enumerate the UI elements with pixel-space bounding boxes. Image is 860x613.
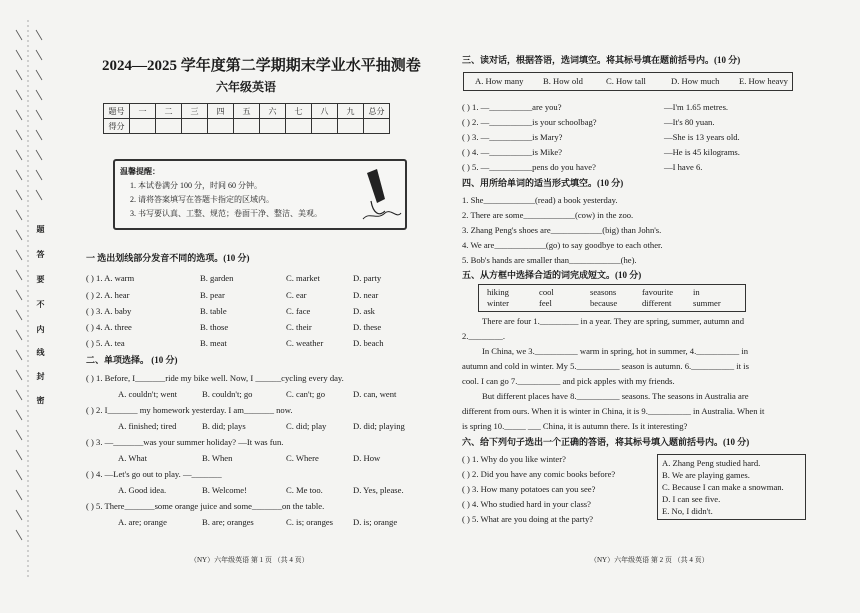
tips-item: 1. 本试卷满分 100 分，时间 60 分钟。 bbox=[130, 181, 262, 190]
s1-q3-a: ( ) 3. A. baby bbox=[86, 306, 132, 316]
word-bank-word: different bbox=[642, 298, 672, 308]
s3-a2: —It's 80 yuan. bbox=[664, 117, 715, 127]
passage-line: different from ours. When it is winter in China, it is 9.__________ in Australia. When it bbox=[462, 406, 765, 416]
s2-q3-c: C. Where bbox=[286, 453, 319, 463]
s4-item: 4. We are____________(go) to say goodbye to each other. bbox=[462, 240, 663, 250]
s3-q5: ( ) 5. —__________pens do you have? bbox=[462, 162, 596, 172]
s6-answer: E. No, I didn't. bbox=[662, 506, 713, 516]
word-bank-word: summer bbox=[693, 298, 721, 308]
s6-item: ( ) 3. How many potatoes can you see? bbox=[462, 484, 596, 494]
s2-q5-b: B. are; oranges bbox=[202, 517, 254, 527]
margin-char-4: 不 bbox=[36, 300, 45, 308]
s6-item: ( ) 5. What are you doing at the party? bbox=[462, 514, 594, 524]
s6-item: ( ) 2. Did you have any comic books before? bbox=[462, 469, 616, 479]
passage-line: 2.________. bbox=[462, 331, 505, 341]
s2-q1-b: B. couldn't; go bbox=[202, 389, 253, 399]
s1-q4-c: C. their bbox=[286, 322, 312, 332]
margin-char-5: 内 bbox=[36, 325, 45, 333]
score-header-cell: 题号 bbox=[104, 104, 130, 119]
score-cell[interactable] bbox=[338, 119, 364, 134]
score-header-cell: 三 bbox=[182, 104, 208, 119]
s1-q2-d: D. near bbox=[353, 290, 379, 300]
score-header-cell: 九 bbox=[338, 104, 364, 119]
s4-item: 1. She____________(read) a book yesterday. bbox=[462, 195, 618, 205]
score-cell[interactable] bbox=[260, 119, 286, 134]
margin-char-2: 答 bbox=[36, 250, 45, 258]
s2-q2: ( ) 2. I_______ my homework yesterday. I am_______ now. bbox=[86, 405, 293, 415]
s2-q5: ( ) 5. There_______some orange juice and some_______on the table. bbox=[86, 501, 325, 511]
score-header-cell: 六 bbox=[260, 104, 286, 119]
word-bank-word: cool bbox=[539, 287, 554, 297]
score-cell[interactable] bbox=[182, 119, 208, 134]
tips-heading: 温馨提醒： bbox=[120, 167, 160, 176]
score-table bbox=[103, 103, 390, 134]
page-title: 2024—2025 学年度第二学期期末学业水平抽测卷 bbox=[102, 58, 421, 74]
s2-q2-b: B. did; plays bbox=[202, 421, 246, 431]
s3-option: D. How much bbox=[671, 76, 720, 86]
binding-margin bbox=[0, 0, 70, 608]
margin-char-6: 线 bbox=[36, 348, 45, 356]
s3-q4: ( ) 4. —__________is Mike? bbox=[462, 147, 563, 157]
score-header-cell: 五 bbox=[234, 104, 260, 119]
score-row-label: 得分 bbox=[104, 119, 130, 134]
s6-item: ( ) 1. Why do you like winter? bbox=[462, 454, 566, 464]
s3-option: C. How tall bbox=[606, 76, 646, 86]
score-cell[interactable] bbox=[234, 119, 260, 134]
score-header-cell: 七 bbox=[286, 104, 312, 119]
s2-q4-b: B. Welcome! bbox=[202, 485, 247, 495]
s3-q2: ( ) 2. —__________is your schoolbag? bbox=[462, 117, 597, 127]
s1-q4-a: ( ) 4. A. three bbox=[86, 322, 132, 332]
score-header-cell: 一 bbox=[130, 104, 156, 119]
s3-a1: —I'm 1.65 metres. bbox=[664, 102, 729, 112]
s2-q1: ( ) 1. Before, I_______ride my bike well. Now, I ______cycling every day. bbox=[86, 373, 344, 383]
s2-q5-a: A. are; orange bbox=[118, 517, 167, 527]
s2-q3-a: A. What bbox=[118, 453, 147, 463]
word-bank-word: in bbox=[693, 287, 700, 297]
s2-q4-d: D. Yes, please. bbox=[353, 485, 404, 495]
s1-q2-a: ( ) 2. A. hear bbox=[86, 290, 130, 300]
s1-q5-d: D. beach bbox=[353, 338, 384, 348]
score-cell[interactable] bbox=[156, 119, 182, 134]
s2-q2-c: C. did; play bbox=[286, 421, 327, 431]
tips-item: 3. 书写要认真、工整、规范；卷面干净、整洁、美观。 bbox=[130, 209, 322, 218]
s1-q5-c: C. weather bbox=[286, 338, 324, 348]
margin-char-3: 要 bbox=[36, 275, 45, 283]
tips-item: 2. 请将答案填写在答题卡指定的区域内。 bbox=[130, 195, 274, 204]
word-bank-word: feel bbox=[539, 298, 552, 308]
section-3-title: 三、读对话，根据答语，选词填空。将其标号填在题前括号内。(10 分) bbox=[462, 55, 741, 65]
s1-q5-a: ( ) 5. A. tea bbox=[86, 338, 125, 348]
s2-q4-a: A. Good idea. bbox=[118, 485, 167, 495]
s3-option: A. How many bbox=[475, 76, 524, 86]
section-1-title: 一 选出划线部分发音不同的选项。(10 分) bbox=[86, 253, 250, 263]
score-cell[interactable] bbox=[286, 119, 312, 134]
score-table-row bbox=[104, 119, 390, 134]
score-cell[interactable] bbox=[364, 119, 390, 134]
score-header-cell: 四 bbox=[208, 104, 234, 119]
s3-q1: ( ) 1. —__________are you? bbox=[462, 102, 562, 112]
section-5-title: 五、从方框中选择合适的词完成短文。(10 分) bbox=[462, 270, 642, 280]
s6-item: ( ) 4. Who studied hard in your class? bbox=[462, 499, 591, 509]
s1-q2-c: C. ear bbox=[286, 290, 307, 300]
s2-q3-b: B. When bbox=[202, 453, 233, 463]
word-bank-word: favourite bbox=[642, 287, 674, 297]
passage-line: is spring 10._____ ___ China, it is autumn there. Is it interesting? bbox=[462, 421, 688, 431]
s2-q1-a: A. couldn't; went bbox=[118, 389, 178, 399]
s2-q5-c: C. is; oranges bbox=[286, 517, 334, 527]
margin-char-1: 题 bbox=[36, 225, 45, 233]
margin-char-8: 密 bbox=[36, 396, 45, 404]
s6-answer: B. We are playing games. bbox=[662, 470, 750, 480]
s3-q3: ( ) 3. —__________is Mary? bbox=[462, 132, 563, 142]
s4-item: 3. Zhang Peng's shoes are____________(big) than John's. bbox=[462, 225, 662, 235]
s1-q4-d: D. these bbox=[353, 322, 382, 332]
s1-q4-b: B. those bbox=[200, 322, 229, 332]
s1-q3-d: D. ask bbox=[353, 306, 375, 316]
s3-option: B. How old bbox=[543, 76, 583, 86]
s1-q3-b: B. table bbox=[200, 306, 227, 316]
passage-line: There are four 1._________ in a year. They are spring, summer, autumn and bbox=[482, 316, 745, 326]
score-cell[interactable] bbox=[208, 119, 234, 134]
page-1-footer: （NY）六年级英语 第 1 页 （共 4 页） bbox=[190, 556, 309, 564]
score-cell[interactable] bbox=[130, 119, 156, 134]
s1-q1-c: C. market bbox=[286, 273, 320, 283]
score-header-cell: 八 bbox=[312, 104, 338, 119]
s2-q1-d: D. can, went bbox=[353, 389, 397, 399]
page-2-footer: （NY）六年级英语 第 2 页 （共 4 页） bbox=[590, 556, 709, 564]
s6-answer: A. Zhang Peng studied hard. bbox=[662, 458, 761, 468]
s3-a4: —He is 45 kilograms. bbox=[664, 147, 740, 157]
s2-q4-c: C. Me too. bbox=[286, 485, 323, 495]
score-table-header-row bbox=[104, 104, 390, 119]
s2-q3: ( ) 3. —_______was your summer holiday? —It was fun. bbox=[86, 437, 284, 447]
word-bank-word: hiking bbox=[487, 287, 509, 297]
word-bank-word: because bbox=[590, 298, 618, 308]
s2-q1-c: C. can't; go bbox=[286, 389, 326, 399]
s4-item: 5. Bob's hands are smaller than____________(he). bbox=[462, 255, 637, 265]
score-header-cell: 二 bbox=[156, 104, 182, 119]
s1-q3-c: C. face bbox=[286, 306, 311, 316]
s1-q1-a: ( ) 1. A. warm bbox=[86, 273, 135, 283]
page-subtitle: 六年级英语 bbox=[216, 80, 277, 94]
score-header-cell: 总分 bbox=[364, 104, 390, 119]
s6-answer: D. I can see five. bbox=[662, 494, 721, 504]
s2-q2-d: D. did; playing bbox=[353, 421, 405, 431]
s3-a3: —She is 13 years old. bbox=[664, 132, 740, 142]
passage-line: In China, we 3.__________ warm in spring, hot in summer, 4.__________ in bbox=[482, 346, 749, 356]
margin-char-7: 封 bbox=[36, 372, 45, 380]
word-bank-word: winter bbox=[487, 298, 509, 308]
section-6-title: 六、给下列句子选出一个正确的答语，将其标号填入题前括号内。(10 分) bbox=[462, 437, 750, 447]
section-4-title: 四、用所给单词的适当形式填空。(10 分) bbox=[462, 178, 624, 188]
s3-option: E. How heavy bbox=[739, 76, 788, 86]
s1-q1-b: B. garden bbox=[200, 273, 234, 283]
s4-item: 2. There are some____________(cow) in the zoo. bbox=[462, 210, 634, 220]
s1-q1-d: D. party bbox=[353, 273, 382, 283]
s3-a5: —I have 6. bbox=[664, 162, 703, 172]
word-bank-word: seasons bbox=[590, 287, 617, 297]
s1-q2-b: B. pear bbox=[200, 290, 225, 300]
s1-q5-b: B. meat bbox=[200, 338, 227, 348]
s2-q4: ( ) 4. —Let's go out to play. —_______ bbox=[86, 469, 222, 479]
s6-answer: C. Because I can make a snowman. bbox=[662, 482, 784, 492]
section-2-title: 二、单项选择。 (10 分) bbox=[86, 355, 178, 365]
passage-line: But different places have 8.__________ seasons. The seasons in Australia are bbox=[482, 391, 749, 401]
passage-line: cool. I can go 7.__________ and pick apples with my friends. bbox=[462, 376, 675, 386]
score-cell[interactable] bbox=[312, 119, 338, 134]
s2-q3-d: D. How bbox=[353, 453, 381, 463]
passage-line: autumn and cold in winter. My 5.__________ season is autumn. 6.__________ it is bbox=[462, 361, 749, 371]
s2-q2-a: A. finished; tired bbox=[118, 421, 177, 431]
s2-q5-d: D. is; orange bbox=[353, 517, 398, 527]
